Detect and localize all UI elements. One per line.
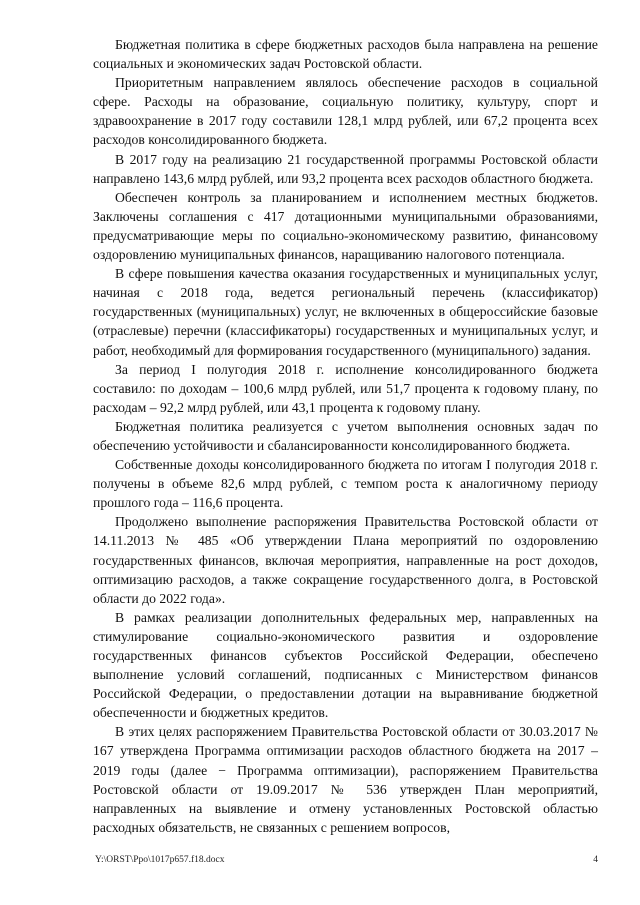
paragraph: Приоритетным направлением являлось обеспечение расходов в социальной сфере. Расходы на образование, социальную политику, культуру, спорт и здравоохранение в 2017 году составили 128,1 млрд рублей, или 67,2 процента всех расходов консолидированного бюджета. [93,75,598,148]
paragraph: В этих целях распоряжением Правительства Ростовской области от 30.03.2017 № 167 утверждена Программа оптимизации расходов областного бюджета на 2017 – 2019 годы (далее − Программа оптимизации), распоряжением Правительства Ростовской области от 19.09.2017 № 536 утвержден План мероприятий, направленных на выявление и отмену установленных Ростовской областью расходных обязательств, не связанных с решением вопросов, [93,724,598,835]
footer-file-path: Y:\ORST\Ppo\1017p657.f18.docx [95,855,225,865]
paragraph: За период I полугодия 2018 г. исполнение консолидированного бюджета составило: по доходам – 100,6 млрд рублей, или 51,7 процента к годовому плану, по расходам – 92,2 млрд рублей, или 43,1 процента к годовому плану. [93,361,598,415]
paragraph: Продолжено выполнение распоряжения Правительства Ростовской области от 14.11.2013 № 485 «Об утверждении Плана мероприятий по оздоровлению государственных финансов, включая мероприятия, направленные на рост доходов, оптимизацию расходов, а также сокращение государственного долга, в Ростовской области до 2022 года». [93,514,598,606]
paragraph: Бюджетная политика реализуется с учетом выполнения основных задач по обеспечению устойчивости и сбалансированности консолидированного бюджета. [93,418,598,453]
paragraph: Собственные доходы консолидированного бюджета по итогам I полугодия 2018 г. получены в объеме 82,6 млрд рублей, с темпом роста к аналогичному периоду прошлого года – 116,6 процента. [93,457,598,511]
page-number: 4 [593,855,598,865]
paragraph: Обеспечен контроль за планированием и исполнением местных бюджетов. Заключены соглашения с 417 дотационными муниципальными образованиями, предусматривающие меры по социально-экономическому развитию, финансовому оздоровлению муниципальных финансов, наращиванию налогового потенциала. [93,189,598,263]
paragraph: В 2017 году на реализацию 21 государственной программы Ростовской области направлено 143,6 млрд рублей, или 93,2 процента всех расходов областного бюджета. [93,151,598,186]
paragraph: В рамках реализации дополнительных федеральных мер, направленных на стимулирование социально-экономического развития и оздоровление государственных финансов субъектов Российской Федерации, обеспечено выполнение условий соглашений, подписанных с Министерством финансов Российской Федерации, о предоставлении дотации на выравнивание бюджетной обеспеченности и бюджетных кредитов. [93,609,598,721]
document-body [93,35,598,837]
paragraph: Бюджетная политика в сфере бюджетных расходов была направлена на решение социальных и экономических задач Ростовской области. [93,37,598,72]
paragraph: В сфере повышения качества оказания государственных и муниципальных услуг, начиная с 2018 года, ведется региональный перечень (классификатор) государственных (муниципальных) услуг, не включенных в общероссийские базовые (отраслевые) перечни (классификаторы) государственных и муниципальных услуг, и работ, необходимый для формирования государственного (муниципального) задания. [93,266,598,358]
